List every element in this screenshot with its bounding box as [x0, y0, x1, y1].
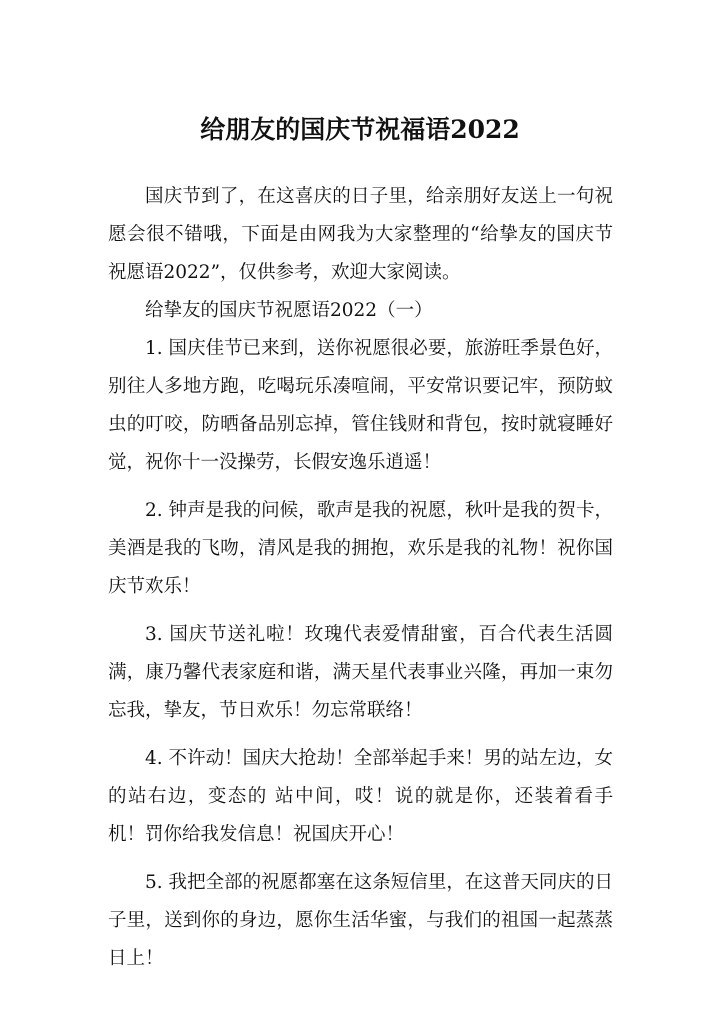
document-body [108, 178, 613, 978]
wish-item-3: 3. 国庆节送礼啦！玫瑰代表爱情甜蜜，百合代表生活圆满，康乃馨代表家庭和谐，满天星代表事业兴隆，再加一束勿忘我，挚友，节日欢乐！勿忘常联络！ [108, 624, 613, 721]
wish-item-4: 4. 不许动！国庆大抢劫！全部举起手来！男的站左边，女的站右边，变态的 站中间，哎！说的就是你，还装着看手机！罚你给我发信息！祝国庆开心！ [108, 748, 613, 845]
document-title: 给朋友的国庆节祝福语2022 [200, 115, 520, 144]
wish-item-5: 5. 我把全部的祝愿都塞在这条短信里，在这普天同庆的日子里，送到你的身边，愿你生活华蜜，与我们的祖国一起蒸蒸日上！ [108, 872, 613, 969]
wish-item-1: 1. 国庆佳节已来到，送你祝愿很必要，旅游旺季景色好，别往人多地方跑，吃喝玩乐凑喧闹，平安常识要记牢，预防蚊虫的叮咬，防晒备品别忘掉，管住钱财和背包，按时就寝睡好觉，祝你十一没操劳，长假安逸乐逍遥！ [108, 338, 613, 473]
intro-paragraph: 国庆节到了，在这喜庆的日子里，给亲朋好友送上一句祝愿会很不错哦，下面是由网我为大家整理的“给挚友的国庆节祝愿语2022”，仅供参考，欢迎大家阅读。 [108, 186, 613, 283]
wish-item-2: 2. 钟声是我的问候，歌声是我的祝愿，秋叶是我的贺卡，美酒是我的飞吻，清风是我的拥抱，欢乐是我的礼物！祝你国庆节欢乐！ [108, 500, 613, 597]
section-heading: 给挚友的国庆节祝愿语2022（一） [145, 300, 433, 321]
